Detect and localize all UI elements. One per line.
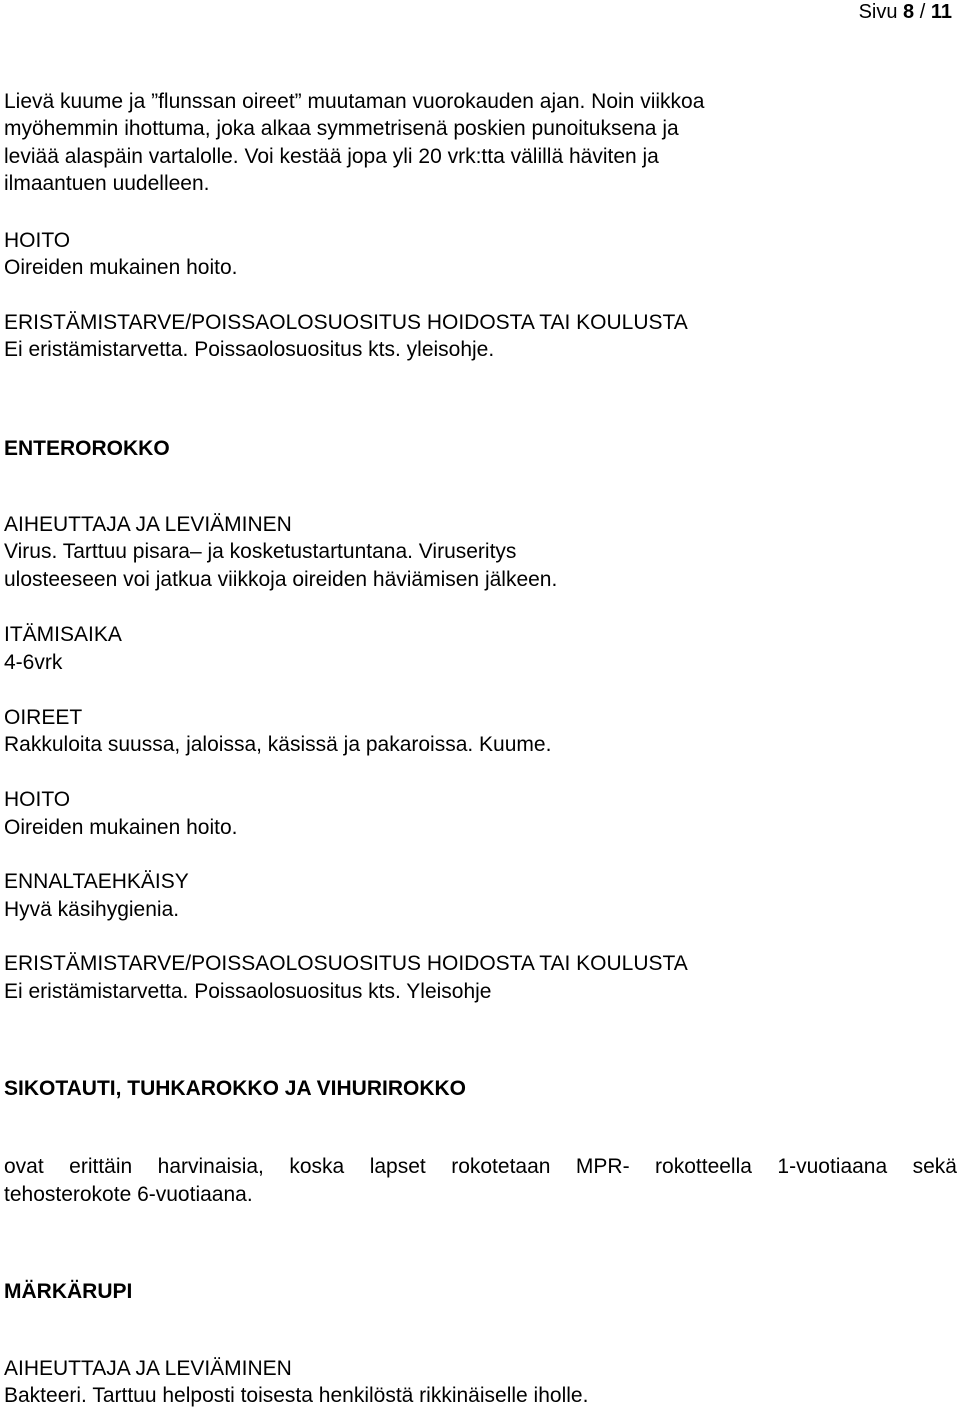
intro-hoito-text: Oireiden mukainen hoito. (4, 256, 238, 279)
page-number-total: 11 (930, 1, 952, 23)
section-title-markarupi: MÄRKÄRUPI (4, 1280, 133, 1303)
section-title-enterorokko: ENTEROROKKO (4, 437, 170, 460)
intro-eristys-text: Ei eristämistarvetta. Poissaolosuositus kts. yleisohje. (4, 338, 495, 361)
enterorokko-eristys-label: ERISTÄMISTARVE/POISSAOLOSUOSITUS HOIDOSTA TAI KOULUSTA (4, 952, 688, 975)
intro-line-2: myöhemmin ihottuma, joka alkaa symmetrisenä poskien punoituksena ja (4, 117, 679, 140)
enterorokko-hoito-text: Oireiden mukainen hoito. (4, 816, 238, 839)
enterorokko-aiheuttaja-line-1: Virus. Tarttuu pisara– ja kosketustartuntana. Viruseritys (4, 540, 517, 563)
page-number-current: 8 (903, 1, 915, 23)
sikotauti-paragraph (4, 1153, 957, 1209)
intro-line-1: Lievä kuume ja ”flunssan oireet” muutaman vuorokauden ajan. Noin viikkoa (4, 90, 705, 113)
intro-line-4: ilmaantuen uudelleen. (4, 172, 210, 195)
enterorokko-itamisaika-text: 4-6vrk (4, 651, 63, 674)
enterorokko-eristys-text: Ei eristämistarvetta. Poissaolosuositus kts. Yleisohje (4, 980, 492, 1003)
page-number-prefix: Sivu (858, 1, 898, 23)
enterorokko-hoito-label: HOITO (4, 788, 71, 811)
markarupi-aiheuttaja-label: AIHEUTTAJA JA LEVIÄMINEN (4, 1357, 292, 1380)
enterorokko-aiheuttaja-line-2: ulosteeseen voi jatkua viikkoja oireiden häviämisen jälkeen. (4, 568, 558, 591)
page-number (859, 0, 952, 24)
intro-line-3: leviää alaspäin vartalolle. Voi kestää jopa yli 20 vrk:tta välillä häviten ja (4, 145, 659, 168)
enterorokko-oireet-text: Rakkuloita suussa, jaloissa, käsissä ja pakaroissa. Kuume. (4, 733, 552, 756)
enterorokko-oireet-label: OIREET (4, 706, 83, 729)
enterorokko-itamisaika-label: ITÄMISAIKA (4, 623, 122, 646)
markarupi-aiheuttaja-text: Bakteeri. Tarttuu helposti toisesta henkilöstä rikkinäiselle iholle. (4, 1384, 589, 1407)
enterorokko-aiheuttaja-label: AIHEUTTAJA JA LEVIÄMINEN (4, 513, 292, 536)
intro-eristys-label: ERISTÄMISTARVE/POISSAOLOSUOSITUS HOIDOSTA TAI KOULUSTA (4, 311, 688, 334)
page-number-separator: / (919, 1, 926, 23)
sikotauti-line-1: ovat erittäin harvinaisia, koska lapset rokotetaan MPR- rokotteella 1-vuotiaana sekä (4, 1155, 957, 1178)
sikotauti-line-2: tehosterokote 6-vuotiaana. (4, 1183, 253, 1206)
section-title-sikotauti: SIKOTAUTI, TUHKAROKKO JA VIHURIROKKO (4, 1077, 466, 1100)
enterorokko-ennaltaehkaisy-label: ENNALTAEHKÄISY (4, 870, 189, 893)
enterorokko-ennaltaehkaisy-text: Hyvä käsihygienia. (4, 898, 180, 921)
intro-hoito-label: HOITO (4, 229, 71, 252)
